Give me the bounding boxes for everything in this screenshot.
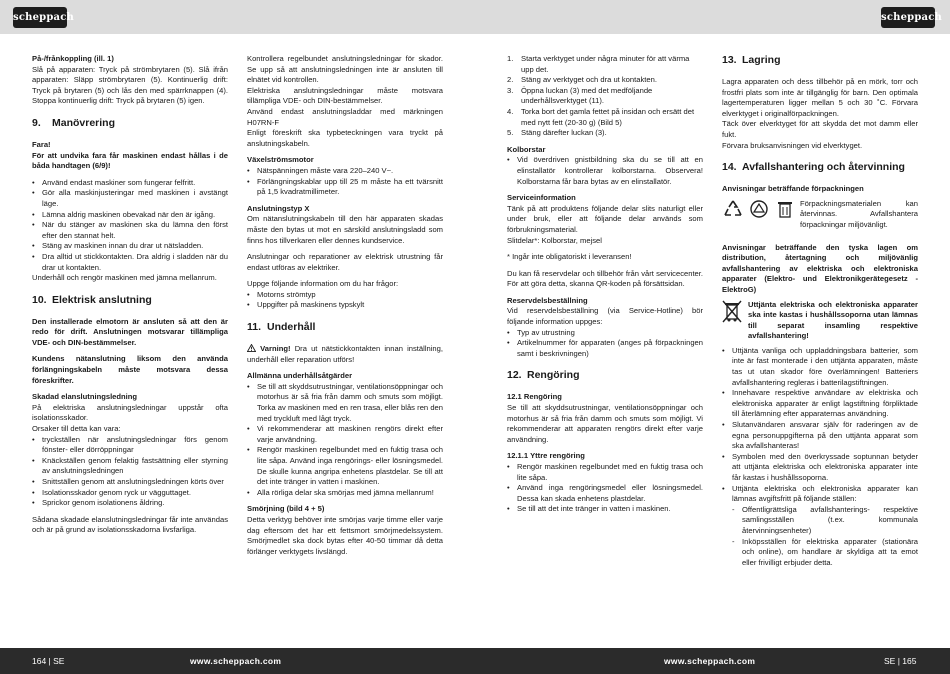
list-item: • Symbolen med den överkryssade soptunnan betyder att uttjänta elektriska och elektroniska apparater inte får kastas i hushållssoporna. <box>722 452 918 484</box>
paragraph: Orsaker till detta kan vara: <box>32 424 121 434</box>
list-item: • Rengör maskinen regelbundet med en fuktig trasa och lite såpa. <box>507 462 703 483</box>
footer-bar <box>0 648 950 674</box>
paragraph: På elektriska anslutningsledningar uppstår ofta isolationsskador. <box>32 402 228 423</box>
bullet-list <box>507 462 703 515</box>
subsection-title: Serviceinformation <box>507 193 576 203</box>
paragraph: Se till att skyddsutrustningar, ventilationsöppningar och motorhus är så fria från damm och smuts som möjligt. Vi rekommenderar att apparaten rengörs direkt efter varje användning. <box>507 403 703 444</box>
warning-triangle-icon <box>247 344 256 352</box>
paragraph: * Ingår inte obligatoriskt i leveransen! <box>507 252 632 262</box>
list-item: • Vi rekommenderar att maskinen rengörs direkt efter varje användning. <box>247 424 443 445</box>
list-item: • Använd inga rengöringsmedel eller lösningsmedel. Dessa kan skada enhetens plastdelar. <box>507 483 703 504</box>
list-item: • Alla rörliga delar ska smörjas med jämna mellanrum! <box>247 488 443 499</box>
bullet-list <box>507 328 703 360</box>
column-4 <box>722 54 918 568</box>
paragraph: Elektriska anslutningsledningar måste motsvara tillämpliga VDE- och DIN-bestämmelser. <box>247 85 443 106</box>
paragraph: Uppge följande information om du har frågor: <box>247 279 399 289</box>
paragraph: Om nätanslutningskabeln till den här apparaten skadas måste den bytas ut mot en särskild anslutningsladd som finns hos tillverkaren eller dennes kundservice. <box>247 214 443 245</box>
list-item: • Se till att skyddsutrustningar, ventilationsöppningar och motorhus är så fria från damm och smuts som möjligt. Torka av maskinen med en ren trasa, eller blås ren den med tryckluft med lågt tryck. <box>247 382 443 424</box>
list-item: 5. Stäng därefter luckan (3). <box>507 128 607 138</box>
dash-list <box>722 505 918 569</box>
list-item: - Offentligrättsliga avfallshanterings- respektive samlingsställen (t.ex. kommunala återvinningsenheter) <box>732 505 918 537</box>
list-item: • Nätspänningen måste vara 220–240 V~. <box>247 166 443 177</box>
paragraph: Sådana skadade elanslutningsledningar får inte användas och är på grund av isolationsskadorna livsfarliga. <box>32 514 228 535</box>
list-item: • Uttjänta vanliga och uppladdningsbara batterier, som inte är fast monterade i den uttjänta apparaten, måste tas ut utan skador före överlämningen! Batteriers avfallshantering regleras i batterilagstiftningen. <box>722 346 918 388</box>
scheppach-logo: scheppach <box>13 7 67 28</box>
paragraph: Slitdelar*: Kolborstar, mejsel <box>507 235 602 245</box>
column-2 <box>247 54 443 557</box>
weee-notice <box>722 300 918 342</box>
section-heading-13: 13. Lagring <box>722 54 781 66</box>
subsection-title: Skadad elanslutningsledning <box>32 392 138 402</box>
subsection-title: Anslutningstyp X <box>247 203 310 213</box>
paragraph: Detta verktyg behöver inte smörjas varje timme eller varje dag eftersom det har ett fettsmort smörjmedelssystem. Smörjmedlet ska dock bytas efter 40-50 timmar då detta förlänger verktygets livslängd. <box>247 514 443 556</box>
section-heading-10: 10. Elektrisk anslutning <box>32 293 152 306</box>
list-item: • Artikelnummer för apparaten (anges på förpackningen samt i beskrivningen) <box>507 338 703 359</box>
paragraph: Förvara bruksanvisningen vid elverktyget. <box>722 140 863 150</box>
list-item: • Uttjänta elektriska och elektroniska apparater kan lämnas avgiftsfritt på följande ställen: <box>722 484 918 505</box>
bullet-list <box>722 346 918 505</box>
list-item: • Rengör maskinen regelbundet med en fuktig trasa och lite såpa. Använd inga rengörings- eller lösningsmedel. De skulle kunna angripa enhetens plastdelar. Se till att det inte tränger in vatten i maskinen. <box>247 445 443 487</box>
paragraph: Lagra apparaten och dess tillbehör på en mörk, torr och frostfri plats som inte är tillgänglig för barn. Den optimala lagertemperaturen ligger mellan 5 och 30 ˚C. Förvara elverktyget i originalförpackningen. <box>722 77 918 118</box>
page-number-right: SE | 165 <box>884 656 917 666</box>
subsection-title: 12.1 Rengöring <box>507 392 562 402</box>
bullet-list <box>507 155 703 187</box>
list-item: • Vid överdriven gnistbildning ska du se till att en elinstallatör kontrollerar kolborstarna. Observera! Kolborstarna får bara bytas av en elinstallatör. <box>507 155 703 187</box>
paragraph: Underhåll och rengör maskinen med jämna mellanrum. <box>32 273 217 283</box>
triman-icon <box>748 199 770 219</box>
paragraph: Tänk på att produktens följande delar slits naturligt eller under bruk, eller att följande delar används som förbrukningsmaterial. <box>507 203 703 234</box>
bullet-list <box>247 290 443 311</box>
subsection-title: Växelströmsmotor <box>247 155 314 165</box>
section-heading-12: 12. Rengöring <box>507 369 580 382</box>
danger-label: Fara! <box>32 139 51 149</box>
list-item: • Stäng av maskinen innan du drar ut nätsladden. <box>32 241 228 252</box>
list-item: • Typ av utrustning <box>507 328 703 339</box>
paragraph: Vid reservdelsbeställning (via Service-Hotline) bör följande information uppges: <box>507 306 703 327</box>
list-item: • Lämna aldrig maskinen obevakad när den är igång. <box>32 210 228 221</box>
list-item: • Använd endast maskiner som fungerar felfritt. <box>32 178 228 189</box>
numbered-list <box>507 54 703 139</box>
list-item: 4. Torka bort det gamla fettet på insidan och ersätt det med nytt fett (20-30 g) (Bild 5) <box>507 106 695 127</box>
list-item: • Innehavare respektive användare av elektriska och elektroniska apparater är enligt lagstiftning förpliktade till återlämning efter apparaternas användning. <box>722 388 918 420</box>
list-item: • Uppgifter på maskinens typskylt <box>247 300 443 311</box>
list-item: • Se till att det inte tränger in vatten i maskinen. <box>507 504 703 515</box>
top-bar <box>0 0 950 34</box>
subsection-title: Smörjning (bild 4 + 5) <box>247 504 325 514</box>
warning-paragraph: Varning! Dra ut nätstickkontakten innan inställning, underhåll eller reparation utförs! <box>247 344 443 364</box>
column-3 <box>507 54 703 515</box>
subsection-title: 12.1.1 Yttre rengöring <box>507 451 585 461</box>
bullet-list <box>32 435 228 509</box>
packaging-symbols <box>722 199 918 231</box>
subsection-title: Allmänna underhållsåtgärder <box>247 371 353 381</box>
column-1 <box>32 54 228 536</box>
list-item: 3. Öppna luckan (3) med det medföljande underhållsverktyget (11). <box>507 85 653 106</box>
page-number-left: 164 | SE <box>32 656 65 666</box>
section-heading-14: 14. Avfallshantering och återvinning <box>722 161 905 174</box>
paragraph: Täck över elverktyget för att skydda det mot damm eller fukt. <box>722 119 918 139</box>
paragraph: Anvisningar beträffande den tyska lagen om distribution, återtagning och miljövänlig avfallshantering av elektriska och elektroniska apparater (Elektro- und Elektronikgerätegesetz - ElektroG) <box>722 242 918 294</box>
bullet-list <box>247 382 443 499</box>
subsection-title: Anvisningar beträffande förpackningen <box>722 184 864 194</box>
paragraph: Använd endast anslutningsladdar med märkningen H07RN-F <box>247 106 443 127</box>
list-item: • När du stänger av maskinen ska du lämna den först efter den stannat helt. <box>32 220 228 241</box>
list-item: • Knäckställen genom felaktig fastsättning eller styrning av anslutningsledningen <box>32 456 228 477</box>
paragraph: Kontrollera regelbundet anslutningsledningar för skador. Se upp så att anslutningsledningen inte är ansluten till elnätet vid kontrollen. <box>247 54 443 85</box>
list-item: • Isolationsskador genom ryck ur vägguttaget. <box>32 488 228 499</box>
list-item: • Slutanvändaren ansvarar själv för raderingen av de egna personuppgifterna på den uttjänta apparat som ska avfallshanteras! <box>722 420 918 452</box>
list-item: • Snittställen genom att anslutningsledningen körts över <box>32 477 228 488</box>
subsection-title: Reservdelsbeställning <box>507 295 588 305</box>
paragraph: Förpackningsmaterialen kan återvinnas. Avfallshantera förpackningar miljövänligt. <box>800 198 918 229</box>
paragraph: Slå på apparaten: Tryck på strömbrytaren (5). Slå ifrån apparaten: Släpp strömbrytaren (5). Kontinuerlig drift: Tryck på brytaren (5) och lås den med spärrknappen (4). Stoppa kontinuerlig drift: Tryck på brytaren (5) igen. <box>32 64 228 106</box>
list-item: 2. Stäng av verktyget och dra ut kontakten. <box>507 75 657 85</box>
paragraph: Du kan få reservdelar och tillbehör från vårt servicecenter. För att göra detta, skanna QR-koden på försättsidan. <box>507 268 703 289</box>
subsection-title: På-/frånkoppling (ill. 1) <box>32 54 114 63</box>
paragraph: Anslutningar och reparationer av elektrisk utrustning får endast utföras av elektriker. <box>247 252 443 272</box>
section-heading-9: 9. Manövrering <box>32 116 116 129</box>
website-link-right[interactable]: www.scheppach.com <box>664 656 756 666</box>
website-link-left[interactable]: www.scheppach.com <box>190 656 282 666</box>
list-item: • Motorns strömtyp <box>247 290 443 301</box>
list-item: - Inköpsställen för elektriska apparater (stationära och online), om handlare är skyldiga att ta emot eller frivilligt erbjuder detta. <box>732 537 918 569</box>
danger-text: För att undvika fara får maskinen endast hållas i de båda handtagen (6/9)! <box>32 150 228 171</box>
section-heading-11: 11. Underhåll <box>247 321 316 334</box>
paragraph: Enligt föreskrift ska typbeteckningen vara tryckt på anslutningskabeln. <box>247 128 443 148</box>
paragraph: Den installerade elmotorn är ansluten så att den är redo för drift. Anslutningen motsvarar tillämpliga VDE- och DIN-bestämmelser. <box>32 316 228 347</box>
bullet-list <box>32 178 228 273</box>
list-item: • Gör alla maskinjusteringar med maskinen i avstängt läge. <box>32 188 228 209</box>
recycle-icon <box>722 199 744 219</box>
scheppach-logo: scheppach <box>881 7 935 28</box>
list-item: 1. Starta verktyget under några minuter för att värma upp det. <box>507 54 690 74</box>
paragraph: Kundens nätanslutning liksom den använda förlängningskabeln måste motsvara dessa föreskrifter. <box>32 354 228 385</box>
list-item: • Förlängningskablar upp till 25 m måste ha ett tvärsnitt på 1,5 kvadratmillimeter. <box>247 177 443 198</box>
weee-bin-icon <box>774 199 796 219</box>
bullet-list <box>247 166 443 198</box>
list-item: • Sprickor genom isolationens åldring. <box>32 498 228 509</box>
subsection-title: Kolborstar <box>507 144 546 154</box>
paragraph: Uttjänta elektriska och elektroniska apparater ska inte kastas i hushållssoporna utan lämnas till separat insamling respektive avfallshantering! <box>748 299 918 341</box>
list-item: • tryckställen när anslutningsledningar förs genom fönster- eller dörröppningar <box>32 435 228 456</box>
crossed-bin-icon <box>722 300 742 324</box>
list-item: • Dra alltid ut stickkontakten. Dra aldrig i sladden när du drar ut kontakten. <box>32 252 228 273</box>
